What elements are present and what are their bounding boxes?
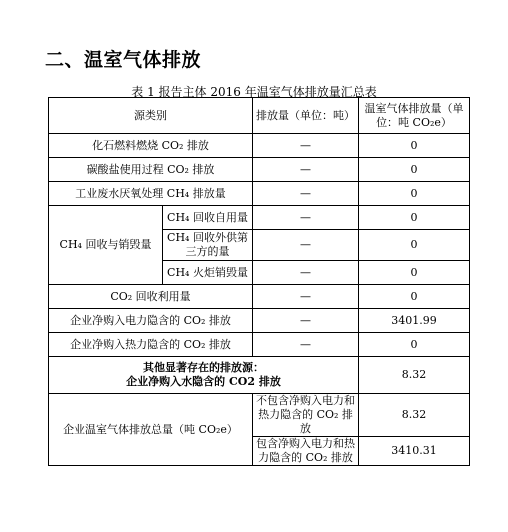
table-row — [49, 182, 470, 206]
table-caption: 表 1 报告主体 2016 年温室气体排放量汇总表 — [131, 85, 377, 99]
row-ghg: 0 — [359, 158, 470, 182]
row-source: 化石燃料燃烧 CO₂ 排放 — [49, 134, 253, 158]
table-row — [49, 357, 470, 394]
row-ghg: 0 — [359, 230, 470, 261]
ch4-group-label: CH₄ 回收与销毁量 — [49, 206, 163, 285]
row-source: 工业废水厌氧处理 CH₄ 排放量 — [49, 182, 253, 206]
row-ghg: 0 — [359, 206, 470, 230]
row-ghg: 8.32 — [359, 357, 470, 394]
row-emission: — — [253, 230, 359, 261]
table-row — [49, 309, 470, 333]
header-source: 源类别 — [49, 98, 253, 134]
row-subsource: CH₄ 回收外供第三方的量 — [163, 230, 253, 261]
table-row — [49, 206, 470, 230]
ghg-summary-table — [48, 97, 470, 466]
row-emission: — — [253, 309, 359, 333]
row-ghg: 0 — [359, 182, 470, 206]
row-ghg: 0 — [359, 333, 470, 357]
table-row — [49, 285, 470, 309]
table-row — [49, 394, 470, 437]
header-emission: 排放量（单位：吨） — [253, 98, 359, 134]
row-subsource: CH₄ 回收自用量 — [163, 206, 253, 230]
row-source: 企业净购入热力隐含的 CO₂ 排放 — [49, 333, 253, 357]
row-emission: — — [253, 261, 359, 285]
total-incl-label: 包含净购入电力和热力隐含的 CO₂ 排放 — [253, 437, 359, 466]
row-subsource: CH₄ 火炬销毁量 — [163, 261, 253, 285]
other-source-cell — [49, 357, 359, 394]
row-ghg: 3401.99 — [359, 309, 470, 333]
row-emission: — — [253, 182, 359, 206]
row-emission: — — [253, 285, 359, 309]
section-heading: 二、温室气体排放 — [45, 49, 202, 71]
row-source: CO₂ 回收利用量 — [49, 285, 253, 309]
other-source-line1: 其他显著存在的排放源： — [143, 361, 264, 374]
other-source-line2: 企业净购入水隐含的 CO2 排放 — [126, 375, 281, 388]
row-emission: — — [253, 158, 359, 182]
row-ghg: 0 — [359, 285, 470, 309]
total-excl-label: 不包含净购入电力和热力隐含的 CO₂ 排放 — [253, 394, 359, 437]
row-ghg: 0 — [359, 261, 470, 285]
row-source: 企业净购入电力隐含的 CO₂ 排放 — [49, 309, 253, 333]
total-label: 企业温室气体排放总量（吨 CO₂e） — [49, 394, 253, 466]
table-row — [49, 134, 470, 158]
table-row — [49, 158, 470, 182]
row-ghg: 0 — [359, 134, 470, 158]
row-source: 碳酸盐使用过程 CO₂ 排放 — [49, 158, 253, 182]
table-row — [49, 333, 470, 357]
header-ghg: 温室气体排放量（单位：吨 CO₂e） — [359, 98, 470, 134]
row-emission: — — [253, 333, 359, 357]
total-incl-value: 3410.31 — [359, 437, 470, 466]
total-excl-value: 8.32 — [359, 394, 470, 437]
row-emission: — — [253, 134, 359, 158]
row-emission: — — [253, 206, 359, 230]
table-header-row — [49, 98, 470, 134]
